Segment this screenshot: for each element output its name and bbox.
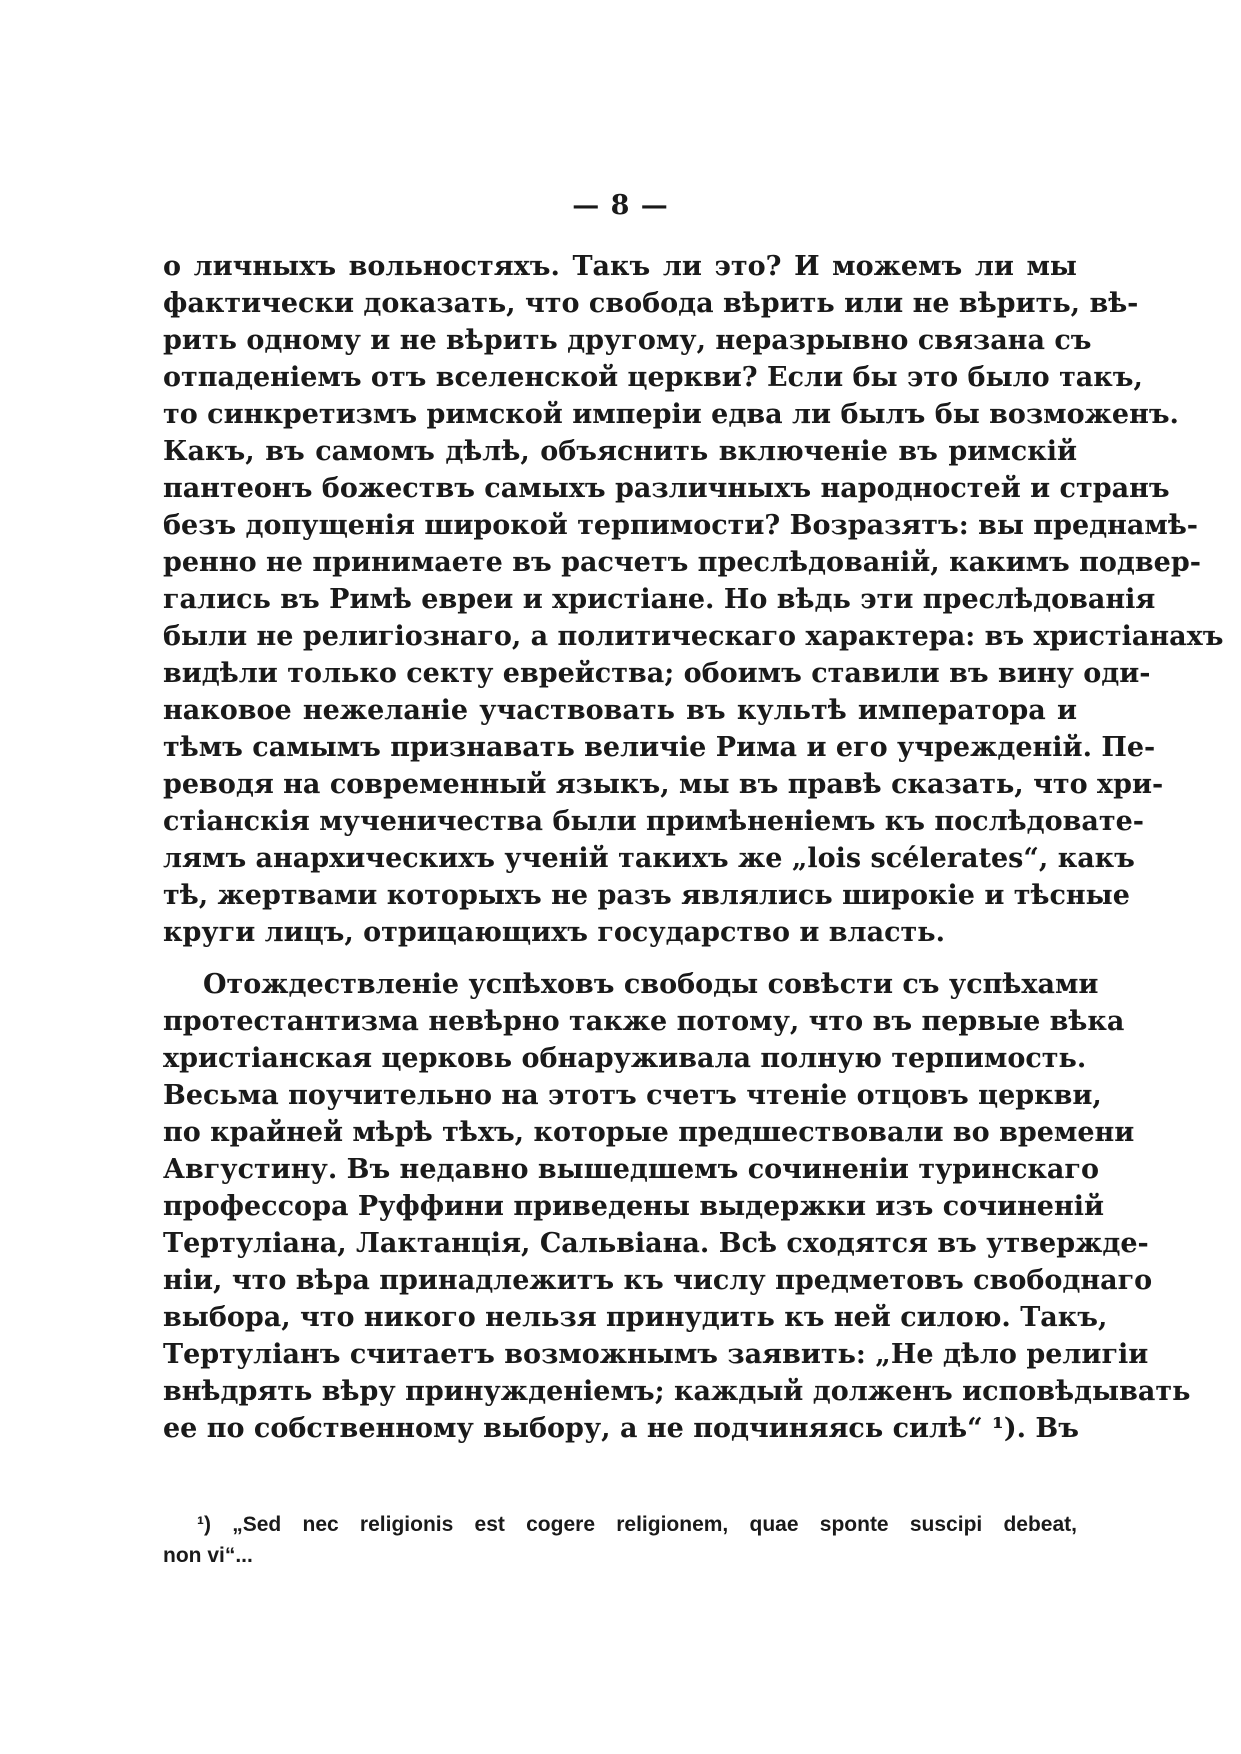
text-line: пантеонъ божествъ самыхъ различныхъ народностей и странъ: [163, 473, 1170, 504]
text-line: лямъ анархическихъ ученій такихъ же „lois scélerates“, какъ: [163, 843, 1135, 874]
text-line: отпаденіемъ отъ вселенской церкви? Если бы это было такъ,: [163, 362, 1143, 393]
text-line: профессора Руффини приведены выдержки изъ сочиненій: [163, 1191, 1105, 1222]
text-line: Какъ, въ самомъ дѣлѣ, объяснить включеніе въ римскій: [163, 436, 1077, 467]
text-line: Тертуліана, Лактанція, Сальвіана. Всѣ сходятся въ утвержде-: [163, 1228, 1149, 1259]
text-line: стіанскія мученичества были примѣненіемъ къ послѣдовате-: [163, 806, 1145, 837]
text-line: ее по собственному выбору, а не подчиняясь силѣ“ ¹). Въ: [163, 1413, 1079, 1444]
text-line: ренно не принимаете въ расчетъ преслѣдованій, какимъ подвер-: [163, 547, 1201, 578]
text-line: тѣ, жертвами которыхъ не разъ являлись широкіе и тѣсные: [163, 880, 1130, 911]
paragraph-2: [163, 966, 1191, 1447]
footnote-line: ¹) „Sed nec religionis est cogere religionem, quae sponte suscipi debeat,: [197, 1513, 1077, 1536]
text-line: были не религіознаго, а политическаго характера: въ христіанахъ: [163, 621, 1224, 652]
text-line: видѣли только секту еврейства; обоимъ ставили въ вину оди-: [163, 658, 1151, 689]
paragraph-1: [163, 248, 1224, 951]
footnote: [163, 1509, 1077, 1571]
text-line: наковое нежеланіе участвовать въ культѣ императора и: [163, 695, 1077, 726]
text-line: о личныхъ вольностяхъ. Такъ ли это? И можемъ ли мы: [163, 251, 1077, 282]
text-line: гались въ Римѣ евреи и христіане. Но вѣдь эти преслѣдованія: [163, 584, 1156, 615]
footnote-line: non vi“...: [163, 1544, 253, 1567]
text-line: то синкретизмъ римской имперіи едва ли былъ бы возможенъ.: [163, 399, 1179, 430]
text-line: Отождествленіе успѣховъ свободы совѣсти съ успѣхами: [203, 969, 1099, 1000]
text-line: рить одному и не вѣрить другому, неразрывно связана съ: [163, 325, 1092, 356]
text-line: Августину. Въ недавно вышедшемъ сочиненіи туринскаго: [163, 1154, 1099, 1185]
text-line: по крайней мѣрѣ тѣхъ, которые предшествовали во времени: [163, 1117, 1135, 1148]
text-line: Тертуліанъ считаетъ возможнымъ заявить: „Не дѣло религіи: [163, 1339, 1149, 1370]
text-line: фактически доказать, что свобода вѣрить или не вѣрить, вѣ-: [163, 288, 1139, 319]
text-line: христіанская церковь обнаруживала полную терпимость.: [163, 1043, 1087, 1074]
text-line: протестантизма невѣрно также потому, что въ первые вѣка: [163, 1006, 1125, 1037]
text-line: выбора, что никого нельзя принудить къ ней силою. Такъ,: [163, 1302, 1108, 1333]
text-line: тѣмъ самымъ признавать величіе Рима и его учрежденій. Пе-: [163, 732, 1156, 763]
text-line: ніи, что вѣра принадлежитъ къ числу предметовъ свободнаго: [163, 1265, 1153, 1296]
text-line: реводя на современный языкъ, мы въ правѣ сказать, что хри-: [163, 769, 1164, 800]
text-line: круги лицъ, отрицающихъ государство и власть.: [163, 917, 945, 948]
text-line: Весьма поучительно на этотъ счетъ чтеніе отцовъ церкви,: [163, 1080, 1102, 1111]
text-line: безъ допущенія широкой терпимости? Возразятъ: вы преднамѣ-: [163, 510, 1199, 541]
page-number: — 8 —: [572, 190, 669, 221]
text-line: внѣдрять вѣру принужденіемъ; каждый долженъ исповѣдывать: [163, 1376, 1191, 1407]
